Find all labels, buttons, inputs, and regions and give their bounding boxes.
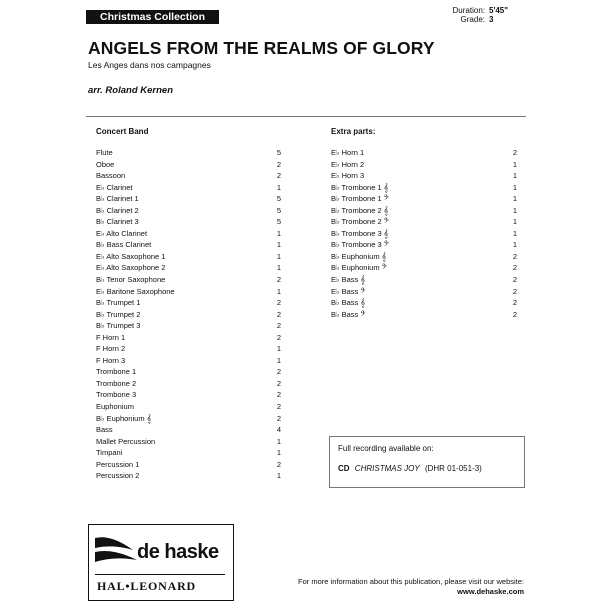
part-name: E♭ Horn 1 — [331, 148, 365, 157]
part-count: 1 — [276, 448, 281, 458]
part-name: B♭ Trombone 2 — [331, 217, 382, 227]
part-row — [96, 262, 281, 274]
part-row — [331, 159, 517, 171]
bass-clef-icon: 𝄢 — [383, 194, 389, 204]
bass-clef-icon: 𝄢 — [383, 217, 389, 227]
part-name: E♭ Horn 2 — [331, 159, 365, 169]
part-name: B♭ Trombone 1 — [331, 182, 382, 192]
part-row — [331, 239, 517, 251]
part-name: B♭ Trombone 1 — [331, 194, 382, 204]
part-row — [331, 182, 517, 194]
part-count: 1 — [512, 217, 517, 227]
part-count: 1 — [276, 286, 281, 296]
part-name: B♭ Bass Clarinet — [96, 240, 152, 250]
part-name: Flute — [96, 148, 113, 157]
part-name: B♭ Clarinet 1 — [96, 194, 139, 204]
bass-clef-icon: 𝄢 — [360, 286, 366, 296]
part-row — [331, 274, 517, 286]
part-name: Trombone 3 — [96, 390, 137, 400]
cd-album: CHRISTMAS JOY — [354, 464, 420, 473]
piece-subtitle: Les Anges dans nos campagnes — [88, 60, 211, 70]
part-name: B♭ Trumpet 1 — [96, 298, 141, 308]
part-name: E♭ Alto Clarinet — [96, 228, 148, 238]
part-name: B♭ Bass — [331, 298, 359, 308]
part-name: B♭ Clarinet 2 — [96, 205, 139, 215]
part-count: 2 — [512, 298, 517, 308]
part-row — [331, 228, 517, 240]
concert-band-heading: Concert Band — [96, 127, 149, 136]
part-name: Percussion 1 — [96, 459, 140, 469]
duration-row — [445, 6, 508, 15]
part-count: 1 — [512, 194, 517, 204]
part-row — [96, 436, 281, 448]
part-row — [96, 297, 281, 309]
part-row — [96, 413, 281, 425]
part-row — [331, 251, 517, 263]
part-row — [331, 286, 517, 298]
part-name: E♭ Baritone Saxophone — [96, 286, 175, 296]
part-name: Bass — [96, 425, 113, 435]
part-row — [96, 216, 281, 228]
extra-parts-heading: Extra parts: — [331, 127, 376, 136]
part-row — [96, 286, 281, 298]
de-haske-logo-icon — [93, 532, 141, 568]
part-name: E♭ Clarinet — [96, 182, 133, 192]
logo-divider — [95, 574, 225, 575]
treble-clef-icon: 𝄞 — [383, 182, 389, 192]
part-row — [331, 262, 517, 274]
part-name: F Horn 2 — [96, 344, 126, 354]
part-row — [96, 309, 281, 321]
part-count: 5 — [276, 217, 281, 227]
part-name: E♭ Bass — [331, 275, 359, 285]
part-name: B♭ Euphonium — [96, 413, 145, 423]
part-row — [331, 297, 517, 309]
part-row — [96, 401, 281, 413]
part-count: 2 — [276, 298, 281, 308]
part-row — [96, 470, 281, 482]
part-row — [96, 424, 281, 436]
part-count: 1 — [276, 471, 281, 481]
part-name: Percussion 2 — [96, 471, 140, 481]
part-count: 5 — [276, 205, 281, 215]
part-count: 2 — [276, 378, 281, 388]
treble-clef-icon: 𝄞 — [360, 298, 366, 308]
part-count: 2 — [276, 321, 281, 331]
part-count: 1 — [276, 355, 281, 365]
part-count: 2 — [276, 402, 281, 412]
part-row — [331, 205, 517, 217]
part-name: B♭ Euphonium — [331, 263, 380, 273]
divider — [86, 116, 526, 117]
part-name: E♭ Horn 3 — [331, 171, 365, 181]
treble-clef-icon: 𝄞 — [381, 251, 387, 261]
part-count: 2 — [512, 251, 517, 261]
logo-brand: de haske — [137, 541, 219, 563]
part-name: B♭ Trumpet 2 — [96, 309, 141, 319]
cd-label: CD — [338, 464, 350, 473]
part-count: 2 — [276, 459, 281, 469]
part-name: B♭ Trombone 3 — [331, 228, 382, 238]
part-name: F Horn 1 — [96, 332, 126, 342]
part-count: 1 — [276, 251, 281, 261]
part-count: 1 — [512, 159, 517, 169]
part-row — [96, 228, 281, 240]
part-count: 5 — [276, 148, 281, 157]
treble-clef-icon: 𝄞 — [383, 228, 389, 238]
part-row — [96, 389, 281, 401]
part-name: Oboe — [96, 159, 115, 169]
part-row — [96, 459, 281, 471]
footer-url[interactable]: www.dehaske.com — [457, 587, 524, 596]
part-name: E♭ Alto Saxophone 2 — [96, 263, 166, 273]
part-row — [96, 274, 281, 286]
collection-badge: Christmas Collection — [86, 10, 219, 24]
part-count: 2 — [512, 148, 517, 157]
part-count: 2 — [276, 171, 281, 181]
part-count: 1 — [276, 263, 281, 273]
part-name: F Horn 3 — [96, 355, 126, 365]
recording-title: Full recording available on: — [338, 444, 434, 453]
part-name: B♭ Bass — [331, 309, 359, 319]
treble-clef-icon: 𝄞 — [383, 205, 389, 215]
part-row — [96, 332, 281, 344]
part-count: 1 — [512, 182, 517, 192]
extra-parts-list — [331, 147, 517, 320]
part-row — [96, 320, 281, 332]
part-count: 1 — [276, 228, 281, 238]
part-count: 1 — [276, 344, 281, 354]
duration-value: 5'45" — [489, 6, 509, 15]
part-count: 2 — [512, 286, 517, 296]
part-count: 1 — [276, 436, 281, 446]
part-row — [96, 182, 281, 194]
part-count: 2 — [276, 390, 281, 400]
part-count: 2 — [276, 275, 281, 285]
concert-band-list — [96, 147, 281, 482]
recording-cd — [338, 464, 482, 473]
part-row — [331, 170, 517, 182]
info-block — [445, 6, 508, 24]
part-name: Timpani — [96, 448, 123, 458]
grade-row — [445, 15, 508, 24]
part-name: B♭ Trombone 2 — [331, 205, 382, 215]
part-row — [96, 239, 281, 251]
part-row — [96, 447, 281, 459]
part-name: B♭ Tenor Saxophone — [96, 275, 166, 285]
duration-label: Duration: — [452, 6, 485, 15]
logo-publisher: HAL•LEONARD — [97, 579, 197, 593]
part-count: 2 — [276, 367, 281, 377]
part-name: B♭ Clarinet 3 — [96, 217, 139, 227]
part-row — [96, 147, 281, 159]
part-name: E♭ Alto Saxophone 1 — [96, 251, 166, 261]
part-count: 2 — [276, 159, 281, 169]
part-name: E♭ Bass — [331, 286, 359, 296]
piece-title: ANGELS FROM THE REALMS OF GLORY — [88, 38, 435, 58]
arranger: arr. Roland Kernen — [88, 85, 173, 96]
bass-clef-icon: 𝄢 — [383, 240, 389, 250]
part-row — [96, 366, 281, 378]
part-count: 2 — [276, 332, 281, 342]
part-count: 2 — [276, 413, 281, 423]
part-row — [96, 170, 281, 182]
grade-label: Grade: — [460, 15, 485, 24]
part-row — [96, 205, 281, 217]
part-row — [331, 193, 517, 205]
bass-clef-icon: 𝄢 — [381, 263, 387, 273]
cd-number: (DHR 01-051-3) — [424, 464, 482, 473]
part-count: 2 — [512, 263, 517, 273]
treble-clef-icon: 𝄞 — [146, 413, 152, 423]
recording-box — [329, 436, 525, 488]
part-row — [331, 309, 517, 321]
part-count: 5 — [276, 194, 281, 204]
part-row — [96, 193, 281, 205]
part-name: Mallet Percussion — [96, 436, 156, 446]
part-count: 1 — [276, 240, 281, 250]
part-name: B♭ Trumpet 3 — [96, 321, 141, 331]
part-row — [96, 378, 281, 390]
part-name: Trombone 1 — [96, 367, 137, 377]
part-row — [96, 159, 281, 171]
part-count: 1 — [512, 228, 517, 238]
part-count: 2 — [276, 309, 281, 319]
part-name: B♭ Euphonium — [331, 251, 380, 261]
part-row — [331, 216, 517, 228]
treble-clef-icon: 𝄞 — [360, 275, 366, 285]
bass-clef-icon: 𝄢 — [360, 309, 366, 319]
part-row — [331, 147, 517, 159]
part-row — [96, 251, 281, 263]
footer — [298, 577, 524, 597]
part-name: Trombone 2 — [96, 378, 137, 388]
part-name: Bassoon — [96, 171, 126, 181]
part-count: 1 — [276, 182, 281, 192]
part-count: 4 — [276, 425, 281, 435]
grade-value: 3 — [489, 15, 494, 24]
part-count: 1 — [512, 171, 517, 181]
part-name: Euphonium — [96, 402, 134, 412]
part-row — [96, 355, 281, 367]
part-name: B♭ Trombone 3 — [331, 240, 382, 250]
publisher-logo — [88, 524, 234, 601]
footer-text: For more information about this publication, please visit our website: — [298, 577, 524, 586]
part-count: 1 — [512, 205, 517, 215]
part-row — [96, 343, 281, 355]
part-count: 2 — [512, 309, 517, 319]
part-count: 1 — [512, 240, 517, 250]
part-count: 2 — [512, 275, 517, 285]
